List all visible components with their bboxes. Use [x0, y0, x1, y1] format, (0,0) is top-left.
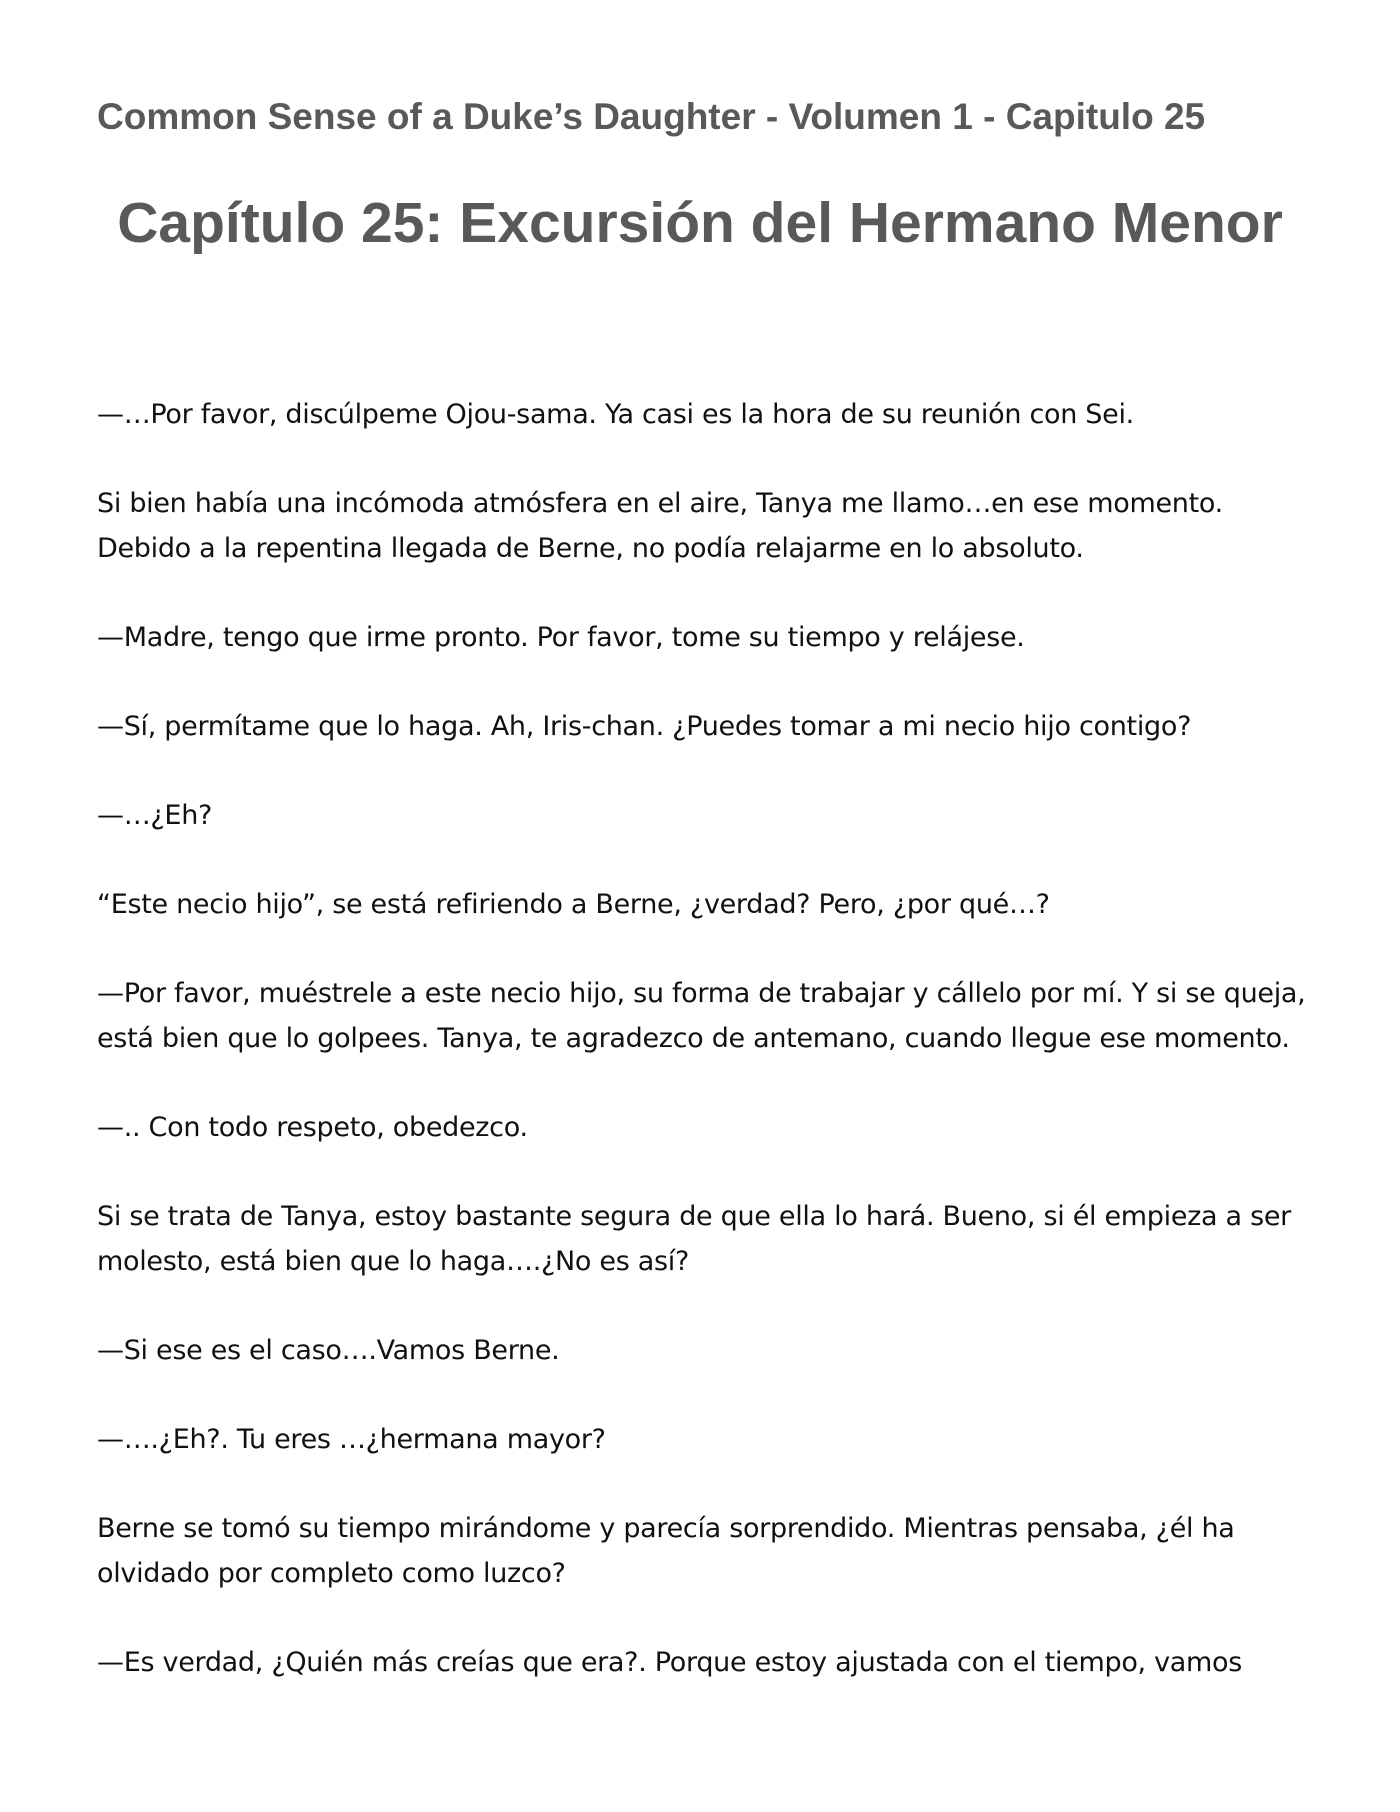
paragraph-12: Berne se tomó su tiempo mirándome y parecía sorprendido. Mientras pensaba, ¿él ha olvidado por completo como luzco?: [97, 1513, 1235, 1589]
chapter-title: Capítulo 25: Excursión del Hermano Menor: [117, 191, 1283, 255]
paragraph-10: —Si ese es el caso….Vamos Berne.: [97, 1335, 560, 1366]
paragraph-6: “Este necio hijo”, se está refiriendo a Berne, ¿verdad? Pero, ¿por qué…?: [97, 889, 1050, 920]
paragraph-7: —Por favor, muéstrele a este necio hijo, su forma de trabajar y cállelo por mí. Y si se queja, está bien que lo golpees. Tanya, te agradezco de antemano, cuando llegue ese momento.: [97, 978, 1306, 1054]
body-text: [97, 392, 1317, 1729]
running-header: Common Sense of a Duke’s Daughter - Volumen 1 - Capitulo 25: [97, 96, 1206, 137]
paragraph-3: —Madre, tengo que irme pronto. Por favor, tome su tiempo y relájese.: [97, 622, 1025, 653]
paragraph-13: —Es verdad, ¿Quién más creías que era?. Porque estoy ajustada con el tiempo, vamos: [97, 1647, 1243, 1678]
paragraph-2: Si bien había una incómoda atmósfera en el aire, Tanya me llamo…en ese momento. Debido a la repentina llegada de Berne, no podía relajarme en lo absoluto.: [97, 488, 1223, 564]
paragraph-8: —.. Con todo respeto, obedezco.: [97, 1112, 528, 1143]
paragraph-9: Si se trata de Tanya, estoy bastante segura de que ella lo hará. Bueno, si él empieza a ser molesto, está bien que lo haga….¿No es así?: [97, 1201, 1291, 1277]
paragraph-4: —Sí, permítame que lo haga. Ah, Iris-chan. ¿Puedes tomar a mi necio hijo contigo?: [97, 711, 1192, 742]
paragraph-11: —….¿Eh?. Tu eres …¿hermana mayor?: [97, 1424, 606, 1455]
paragraph-5: —…¿Eh?: [97, 800, 213, 831]
paragraph-1: —…Por favor, discúlpeme Ojou-sama. Ya casi es la hora de su reunión con Sei.: [97, 399, 1134, 430]
